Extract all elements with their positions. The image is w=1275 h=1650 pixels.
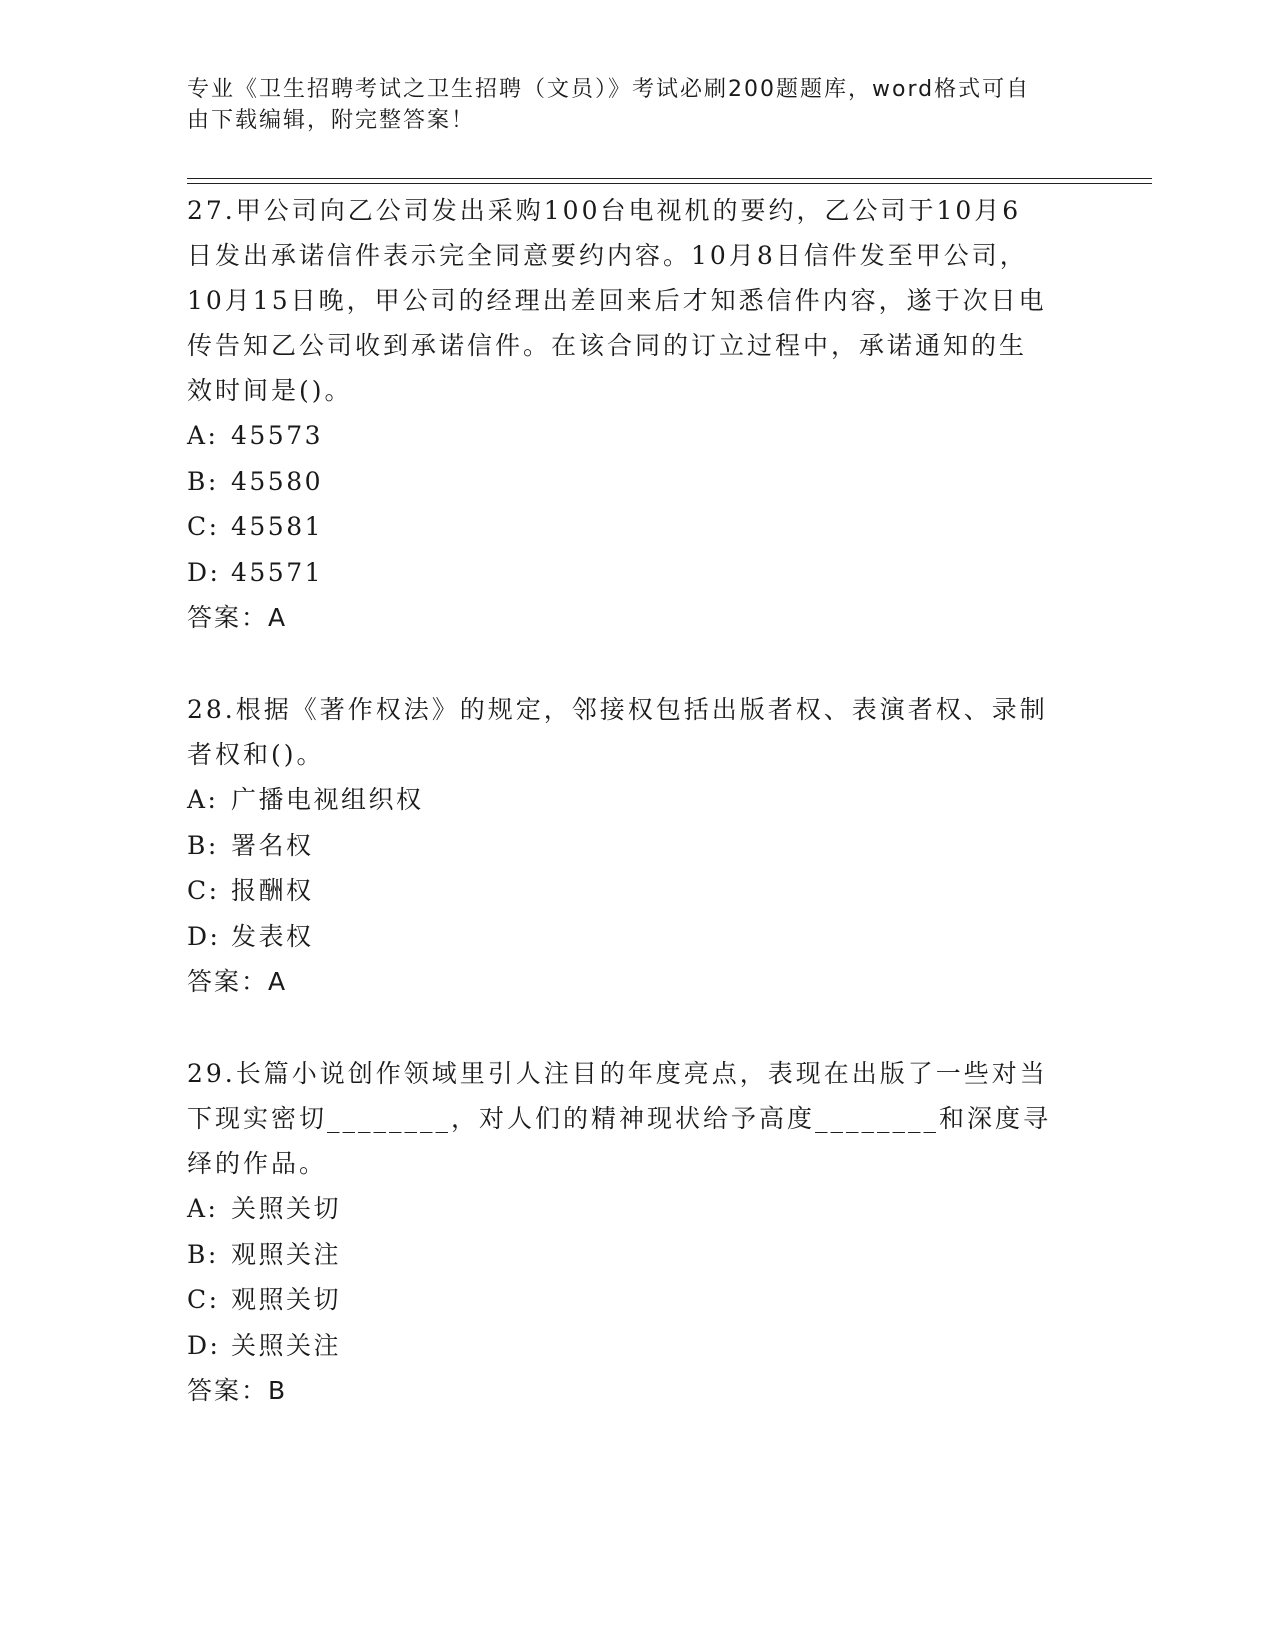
header-divider-bottom — [187, 183, 1152, 184]
question-29-answer: 答案：B — [187, 1376, 288, 1405]
option-text: 45581 — [231, 512, 324, 541]
question-27-answer: 答案：A — [187, 603, 288, 632]
option-letter: A: — [187, 421, 219, 450]
option-letter: B: — [187, 466, 219, 496]
option-text: 发表权 — [231, 921, 314, 951]
question-28-answer: 答案：A — [187, 967, 288, 996]
question-27-option-a — [187, 413, 1087, 459]
question-27-line-3: 10月15日晚，甲公司的经理出差回来后才知悉信件内容，遂于次日电 — [187, 286, 1047, 315]
question-28-line-2: 者权和()。 — [187, 740, 325, 769]
option-text: 报酬权 — [231, 876, 314, 905]
header-title-line-2: 由下载编辑，附完整答案！ — [187, 108, 476, 133]
option-letter: B: — [187, 830, 219, 860]
header-title-line-1: 专业《卫生招聘考试之卫生招聘（文员）》考试必刷200题题库，word格式可自 — [187, 77, 1031, 102]
option-text: 45580 — [231, 466, 324, 496]
question-29 — [187, 1051, 1087, 1414]
option-text: 观照关注 — [231, 1239, 342, 1269]
question-29-option-b — [187, 1232, 1087, 1278]
question-28-option-a — [187, 777, 1087, 823]
option-letter: A: — [187, 785, 219, 814]
question-27-line-1: 27.甲公司向乙公司发出采购100台电视机的要约，乙公司于10月6 — [187, 196, 1022, 225]
option-letter: A: — [187, 1194, 219, 1223]
question-28-option-b — [187, 823, 1087, 869]
document-header — [187, 74, 1067, 136]
question-29-option-a — [187, 1186, 1087, 1232]
option-text: 关照关切 — [231, 1194, 342, 1223]
option-letter: C: — [187, 512, 220, 541]
option-text: 广播电视组织权 — [231, 785, 424, 814]
question-27-line-5: 效时间是()。 — [187, 376, 353, 405]
option-text: 署名权 — [231, 830, 314, 860]
option-text: 45571 — [231, 557, 324, 587]
question-27 — [187, 188, 1087, 641]
question-27-option-b — [187, 459, 1087, 505]
option-letter: D: — [187, 557, 221, 587]
question-28-option-d — [187, 914, 1087, 960]
question-27-option-c — [187, 504, 1087, 550]
question-27-option-d — [187, 550, 1087, 596]
question-29-option-d — [187, 1323, 1087, 1369]
option-letter: C: — [187, 876, 220, 905]
option-letter: C: — [187, 1285, 220, 1314]
question-28-line-1: 28.根据《著作权法》的规定，邻接权包括出版者权、表演者权、录制 — [187, 695, 1048, 724]
question-27-line-2: 日发出承诺信件表示完全同意要约内容。10月8日信件发至甲公司， — [187, 241, 1028, 270]
question-28 — [187, 687, 1087, 1005]
option-letter: D: — [187, 921, 221, 951]
question-27-line-4: 传告知乙公司收到承诺信件。在该合同的订立过程中，承诺通知的生 — [187, 331, 1028, 360]
question-29-option-c — [187, 1277, 1087, 1323]
question-29-line-1: 29.长篇小说创作领域里引人注目的年度亮点，表现在出版了一些对当 — [187, 1059, 1048, 1088]
option-text: 关照关注 — [231, 1330, 342, 1360]
header-divider-top — [187, 178, 1152, 179]
option-text: 观照关切 — [231, 1285, 342, 1314]
question-28-option-c — [187, 868, 1087, 914]
option-text: 45573 — [231, 421, 324, 450]
option-letter: D: — [187, 1330, 221, 1360]
question-29-line-2: 下现实密切________，对人们的精神现状给予高度________和深度寻 — [187, 1104, 1052, 1133]
option-letter: B: — [187, 1239, 219, 1269]
question-29-line-3: 绎的作品。 — [187, 1149, 328, 1178]
